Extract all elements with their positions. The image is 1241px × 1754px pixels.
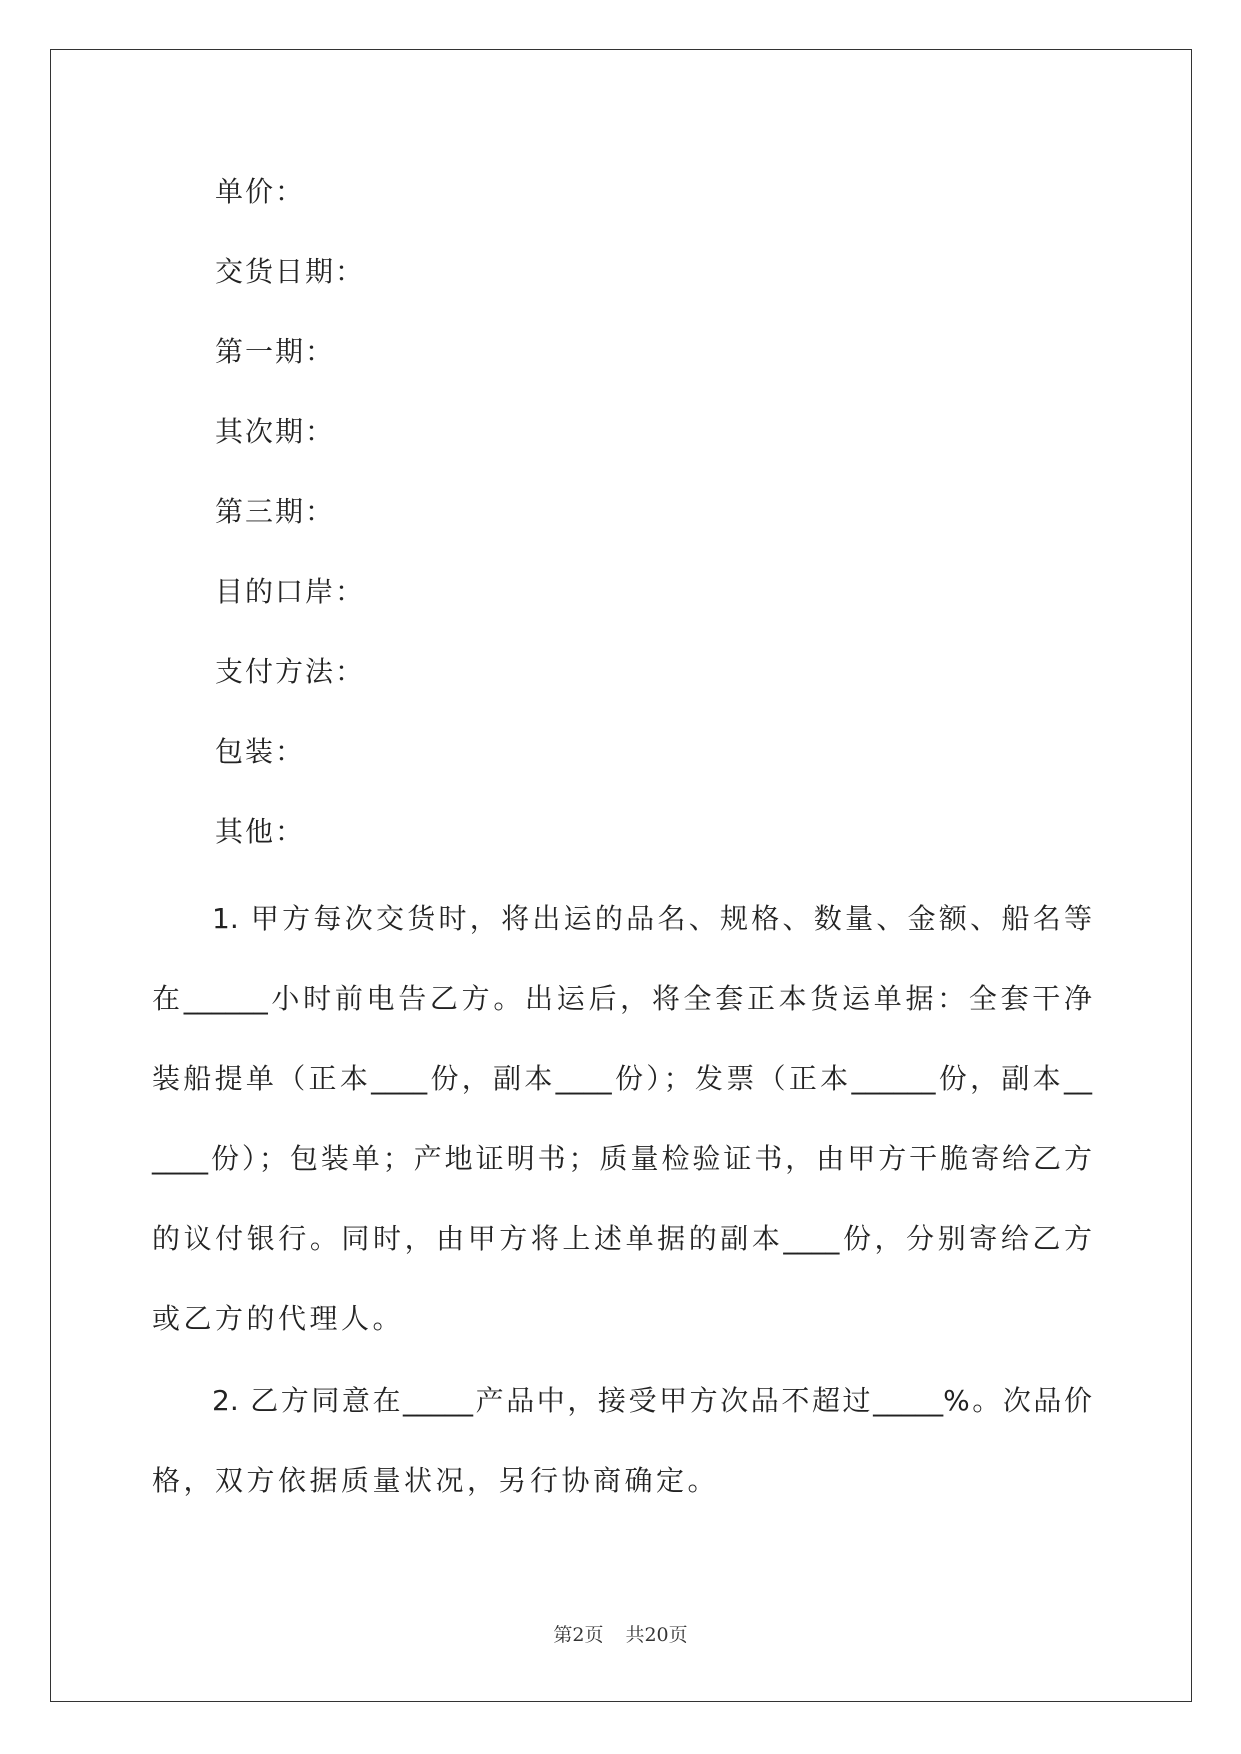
- field-packaging: 包装：: [215, 735, 306, 768]
- clause1-line: 1. 甲方每次交货时，将出运的品名、规格、数量、金额、船名等: [212, 902, 1092, 935]
- field-third-phase: 第三期：: [215, 495, 336, 528]
- page-number-total: 共20页: [625, 1624, 688, 1646]
- clause1-line: 的议付银行。同时，由甲方将上述单据的副本____份，分别寄给乙方: [152, 1222, 1092, 1255]
- page-frame: [50, 49, 1192, 1702]
- clause1-line: ____份）；包装单；产地证明书；质量检验证书，由甲方干脆寄给乙方: [152, 1142, 1092, 1175]
- clause1-line: 在______小时前电告乙方。出运后，将全套正本货运单据：全套干净: [152, 982, 1092, 1015]
- page-number-current: 第2页: [553, 1624, 604, 1646]
- field-delivery-date: 交货日期：: [215, 255, 366, 288]
- clause1-line: 装船提单（正本____份，副本____份）；发票（正本______份，副本__: [152, 1062, 1092, 1095]
- clause2-line: 格，双方依据质量状况，另行协商确定。: [152, 1464, 720, 1497]
- field-destination-port: 目的口岸：: [215, 575, 366, 608]
- field-first-phase: 第一期：: [215, 335, 336, 368]
- field-unit-price: 单价：: [215, 175, 306, 208]
- clause2-line: 2. 乙方同意在_____产品中，接受甲方次品不超过_____%。次品价: [212, 1384, 1092, 1417]
- field-payment-method: 支付方法：: [215, 655, 366, 688]
- field-second-phase: 其次期：: [215, 415, 336, 448]
- page-footer: [0, 1622, 1241, 1648]
- field-other: 其他：: [215, 815, 306, 848]
- clause1-line: 或乙方的代理人。: [152, 1302, 405, 1335]
